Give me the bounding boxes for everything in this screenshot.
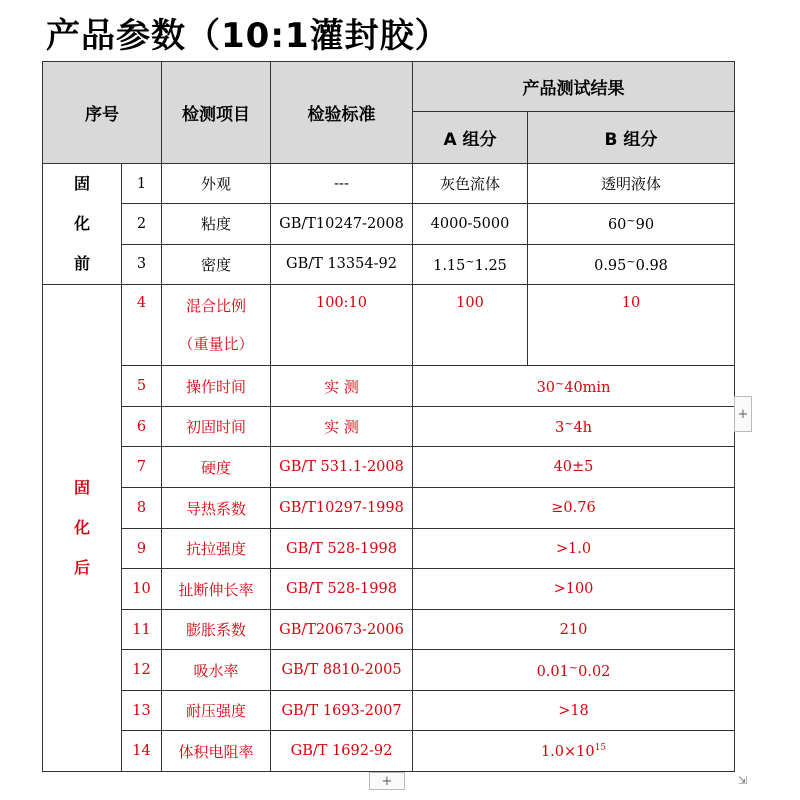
table-row	[43, 488, 735, 529]
row-no: 4	[122, 285, 162, 366]
row-no: 7	[122, 447, 162, 488]
plus-icon: +	[737, 406, 749, 422]
range-high: 90	[635, 217, 655, 234]
row-no: 9	[122, 529, 162, 569]
table-row	[43, 407, 735, 447]
table-row	[43, 204, 735, 244]
row-item: 初固时间	[162, 407, 271, 447]
row-result	[413, 366, 735, 407]
table-row	[43, 610, 735, 650]
row-item	[162, 285, 271, 366]
tilde-glyph: ~	[555, 376, 565, 390]
row-part-b	[528, 204, 735, 244]
resize-handle-icon[interactable]: ⇲	[738, 774, 748, 787]
row-standard: GB/T 1692-92	[271, 731, 413, 772]
row-result: ≥0.76	[413, 488, 735, 529]
row-no: 11	[122, 610, 162, 650]
range-low: 0.95	[594, 257, 627, 274]
range-low: 30	[536, 379, 556, 396]
group-after-cure	[43, 285, 122, 772]
row-part-a	[413, 244, 528, 284]
row-part-a: 灰色流体	[413, 164, 528, 204]
add-column-handle[interactable]	[734, 396, 752, 432]
row-no: 10	[122, 569, 162, 610]
row-item: 导热系数	[162, 488, 271, 529]
row-item: 扯断伸长率	[162, 569, 271, 610]
row-standard: 实 测	[271, 407, 413, 447]
row-standard: GB/T 1693-2007	[271, 691, 413, 731]
group-char: 固	[73, 478, 90, 497]
row-no: 12	[122, 650, 162, 691]
row-standard: GB/T 531.1-2008	[271, 447, 413, 488]
table-row	[43, 244, 735, 284]
row-item: 耐压强度	[162, 691, 271, 731]
row-result: 210	[413, 610, 735, 650]
plus-icon: +	[381, 773, 393, 789]
tilde-glyph: ~	[626, 214, 636, 228]
row-standard: GB/T20673-2006	[271, 610, 413, 650]
range-high: 4h	[573, 420, 593, 436]
range-low: 3	[554, 420, 565, 436]
row-no: 5	[122, 366, 162, 407]
row-item: 膨胀系数	[162, 610, 271, 650]
row-result	[413, 407, 735, 447]
result-base: 1.0×10	[540, 743, 595, 760]
row-result	[413, 731, 735, 772]
row-part-b: 透明液体	[528, 164, 735, 204]
range-low: 1.15	[433, 257, 466, 274]
row-item: 外观	[162, 164, 271, 204]
group-char: 化	[73, 214, 90, 233]
row-item: 操作时间	[162, 366, 271, 407]
header-standard: 检验标准	[271, 62, 413, 164]
row-standard: ---	[271, 164, 413, 204]
group-char: 固	[73, 174, 90, 193]
row-no: 3	[122, 244, 162, 284]
row-standard: GB/T 13354-92	[271, 244, 413, 284]
row-standard: GB/T10247-2008	[271, 204, 413, 244]
table-row	[43, 285, 735, 366]
header-row	[43, 62, 735, 112]
row-item: 硬度	[162, 447, 271, 488]
row-item: 吸水率	[162, 650, 271, 691]
range-high: 1.25	[474, 257, 507, 274]
group-char: 化	[73, 518, 90, 537]
row-item: 抗拉强度	[162, 529, 271, 569]
header-seq: 序号	[43, 62, 162, 164]
range-high: 0.02	[578, 663, 611, 680]
table-row	[43, 447, 735, 488]
row-part-a: 4000-5000	[413, 204, 528, 244]
table-row	[43, 366, 735, 407]
page-title: 产品参数（10:1灌封胶）	[46, 16, 450, 56]
row-no: 1	[122, 164, 162, 204]
row-part-b	[528, 244, 735, 284]
table-row	[43, 691, 735, 731]
tilde-glyph: ~	[568, 660, 579, 674]
add-row-handle[interactable]	[369, 772, 405, 790]
item-line: （重量比）	[178, 335, 254, 353]
tilde-glyph: ~	[465, 254, 475, 268]
range-low: 60	[607, 217, 627, 234]
row-standard: GB/T 528-1998	[271, 529, 413, 569]
item-line: 混合比例	[185, 297, 246, 315]
table-row	[43, 650, 735, 691]
tilde-glyph: ~	[626, 254, 636, 268]
row-standard: 实 测	[271, 366, 413, 407]
table-row	[43, 529, 735, 569]
row-item: 粘度	[162, 204, 271, 244]
row-result	[413, 650, 735, 691]
group-before-cure	[43, 164, 122, 285]
header-item: 检测项目	[162, 62, 271, 164]
row-item: 密度	[162, 244, 271, 284]
range-high: 40min	[564, 379, 611, 396]
row-no: 8	[122, 488, 162, 529]
row-no: 6	[122, 407, 162, 447]
row-no: 2	[122, 204, 162, 244]
table-row	[43, 731, 735, 772]
result-exponent: 15	[594, 742, 607, 753]
header-part-a: A 组分	[413, 112, 528, 164]
row-no: 13	[122, 691, 162, 731]
tilde-glyph: ~	[564, 417, 574, 430]
row-item: 体积电阻率	[162, 731, 271, 772]
row-part-a: 100	[413, 285, 528, 366]
row-result: 40±5	[413, 447, 735, 488]
row-standard: GB/T 528-1998	[271, 569, 413, 610]
row-part-b: 10	[528, 285, 735, 366]
row-standard: GB/T 8810-2005	[271, 650, 413, 691]
header-part-b: B 组分	[528, 112, 735, 164]
row-standard: 100:10	[271, 285, 413, 366]
row-result: >18	[413, 691, 735, 731]
spec-table	[42, 61, 735, 772]
range-low: 0.01	[536, 663, 569, 680]
table-row	[43, 569, 735, 610]
range-high: 0.98	[635, 257, 668, 274]
row-no: 14	[122, 731, 162, 772]
row-standard: GB/T10297-1998	[271, 488, 413, 529]
header-results: 产品测试结果	[413, 62, 735, 112]
row-result: >1.0	[413, 529, 735, 569]
group-char: 前	[73, 254, 90, 273]
row-result: >100	[413, 569, 735, 610]
group-char: 后	[73, 558, 90, 577]
table-row	[43, 164, 735, 204]
